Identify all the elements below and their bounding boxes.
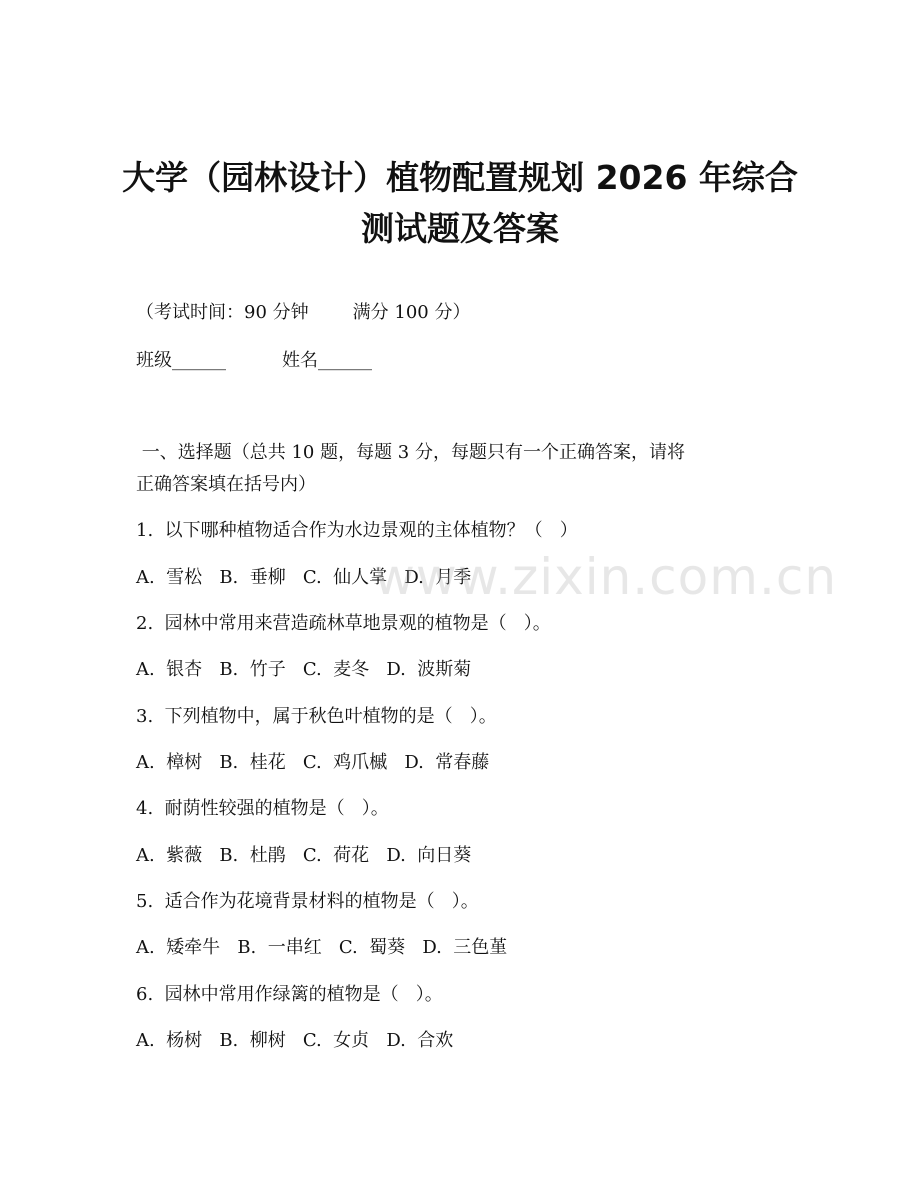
section-heading-line-2: 正确答案填在括号内） xyxy=(136,474,316,495)
question-stem: 1. 以下哪种植物适合作为水边景观的主体植物？（ ） xyxy=(136,520,578,541)
question-stem: 4. 耐荫性较强的植物是（ ）。 xyxy=(136,798,389,819)
question-stem: 5. 适合作为花境背景材料的植物是（ ）。 xyxy=(136,891,479,912)
exam-info xyxy=(136,300,470,326)
question-stem: 6. 园林中常用作绿篱的植物是（ ）。 xyxy=(136,984,443,1005)
document-title-line-2: 测试题及答案 xyxy=(361,209,559,248)
class-field: 班级______ xyxy=(136,350,226,371)
question-options: A. 紫薇 B. 杜鹃 C. 荷花 D. 向日葵 xyxy=(136,845,472,866)
name-field: 姓名______ xyxy=(282,350,372,371)
exam-score: 满分 100 分） xyxy=(352,302,471,323)
question-options: A. 杨树 B. 柳树 C. 女贞 D. 合欢 xyxy=(136,1030,454,1051)
watermark: www.zixin.com.cn xyxy=(374,548,838,606)
student-fields xyxy=(136,348,372,374)
question-options: A. 银杏 B. 竹子 C. 麦冬 D. 波斯菊 xyxy=(136,659,472,680)
document-title-line-1: 大学（园林设计）植物配置规划 2026 年综合 xyxy=(122,158,798,197)
section-heading-line-1: 一、选择题（总共 10 题，每题 3 分，每题只有一个正确答案，请将 xyxy=(136,442,685,463)
question-options: A. 矮牵牛 B. 一串红 C. 蜀葵 D. 三色堇 xyxy=(136,937,508,958)
question-stem: 2. 园林中常用来营造疏林草地景观的植物是（ ）。 xyxy=(136,613,551,634)
question-options: A. 樟树 B. 桂花 C. 鸡爪槭 D. 常春藤 xyxy=(136,752,490,773)
exam-time: （考试时间：90 分钟 xyxy=(136,302,309,323)
question-options: A. 雪松 B. 垂柳 C. 仙人掌 D. 月季 xyxy=(136,567,472,588)
question-stem: 3. 下列植物中，属于秋色叶植物的是（ ）。 xyxy=(136,706,497,727)
